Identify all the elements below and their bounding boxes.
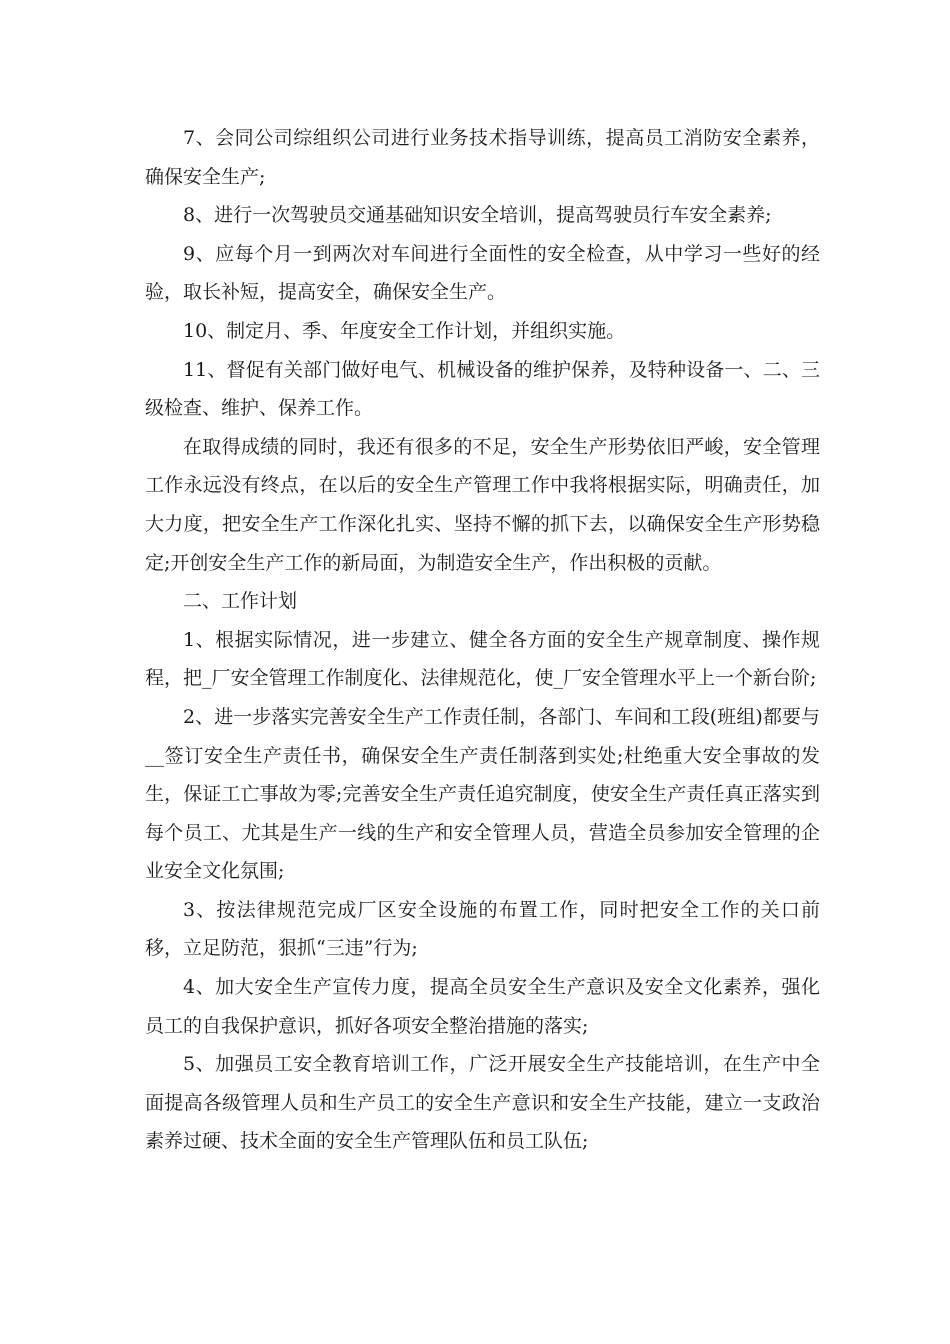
plan-item-2: 2、进一步落实完善安全生产工作责任制，各部门、车间和工段(班组)都要与__签订安全生产责任书，确保安全生产责任制落到实处;杜绝重大安全事故的发生，保证工亡事故为零;完善安全生产责任追究制度，使安全生产责任真正落实到每个员工、尤其是生产一线的生产和安全管理人员，营造全员参加安全管理的企业安全文化氛围; xyxy=(145,705,820,883)
paragraph-item-8: 8、进行一次驾驶员交通基础知识安全培训，提高驾驶员行车安全素养; xyxy=(183,204,772,227)
document-body xyxy=(145,119,820,1161)
section-heading-work-plan: 二、工作计划 xyxy=(183,590,298,613)
paragraph-item-10: 10、制定月、季、年度安全工作计划，并组织实施。 xyxy=(183,319,626,342)
plan-item-4: 4、加大安全生产宣传力度，提高全员安全生产意识及安全文化素养，强化员工的自我保护意识，抓好各项安全整治措施的落实; xyxy=(145,976,820,1037)
plan-item-3: 3、按法律规范完成厂区安全设施的布置工作，同时把安全工作的关口前移，立足防范，狠抓“三违”行为; xyxy=(145,898,820,960)
summary-paragraph: 在取得成绩的同时，我还有很多的不足，安全生产形势依旧严峻，安全管理工作永远没有终点，在以后的安全生产管理工作中我将根据实际，明确责任，加大力度，把安全生产工作深化扎实、坚持不懈的抓下去，以确保安全生产形势稳定;开创安全生产工作的新局面，为制造安全生产，作出积极的贡献。 xyxy=(145,435,820,574)
paragraph-item-11: 11、督促有关部门做好电气、机械设备的维护保养，及特种设备一、二、三级检查、维护、保养工作。 xyxy=(145,358,820,420)
plan-item-5: 5、加强员工安全教育培训工作，广泛开展安全生产技能培训，在生产中全面提高各级管理人员和生产员工的安全生产意识和安全生产技能，建立一支政治素养过硬、技术全面的安全生产管理队伍和员工队伍; xyxy=(145,1053,820,1153)
paragraph-item-7: 7、会同公司综组织公司进行业务技术指导训练，提高员工消防安全素养，确保安全生产; xyxy=(145,127,820,188)
paragraph-item-9: 9、应每个月一到两次对车间进行全面性的安全检查，从中学习一些好的经验，取长补短，提高安全，确保安全生产。 xyxy=(145,242,820,304)
plan-item-1: 1、根据实际情况，进一步建立、健全各方面的安全生产规章制度、操作规程，把_厂安全管理工作制度化、法律规范化，使_厂安全管理水平上一个新台阶; xyxy=(145,628,820,690)
